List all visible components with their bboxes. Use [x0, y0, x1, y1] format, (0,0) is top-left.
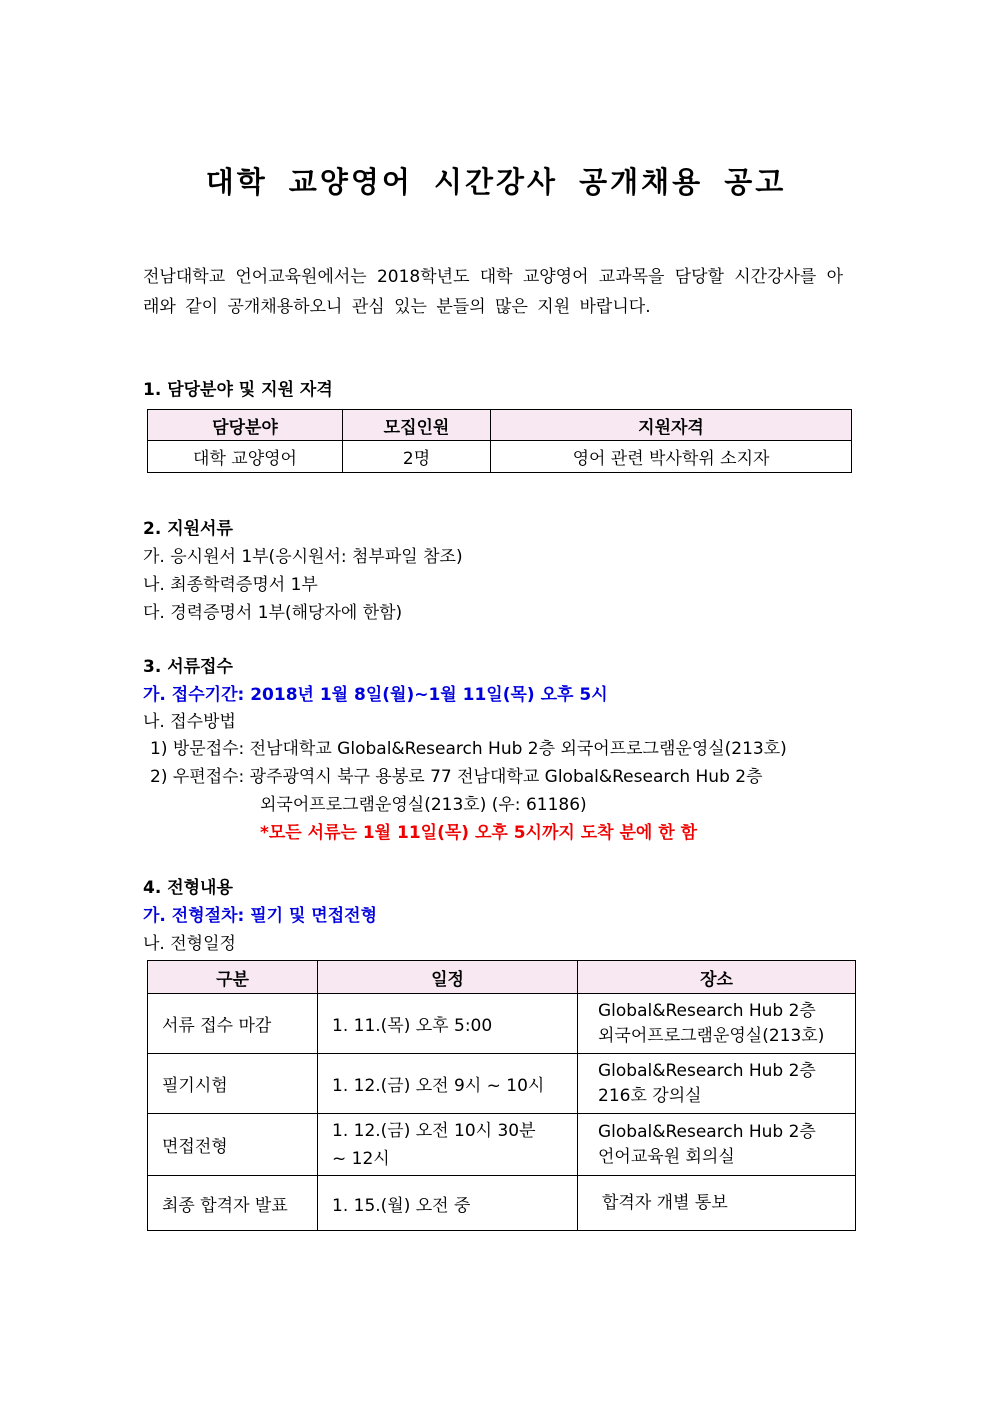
- cell-date: 1. 12.(금) 오전 9시 ~ 10시: [318, 1054, 578, 1114]
- place-line: Global&Research Hub 2층: [598, 1060, 816, 1081]
- cell-place: [578, 994, 856, 1054]
- section1-heading: 1. 담당분야 및 지원 자격: [143, 380, 333, 400]
- cell-category: 최종 합격자 발표: [148, 1176, 318, 1231]
- qualification-table: [147, 409, 852, 473]
- table-row: [148, 994, 856, 1054]
- cell-place: [578, 1114, 856, 1176]
- cell-category: 면접전형: [148, 1114, 318, 1176]
- deadline-note: *모든 서류는 1월 11일(목) 오후 5시까지 도착 분에 한 함: [260, 823, 698, 843]
- place-line: 외국어프로그램운영실(213호): [598, 1025, 825, 1046]
- header-field: 담당분야: [148, 410, 343, 441]
- submission-period: 가. 접수기간: 2018년 1월 8일(월)~1월 11일(목) 오후 5시: [143, 685, 608, 705]
- schedule-table: [147, 960, 856, 1231]
- cell-qualification: 영어 관련 박사학위 소지자: [491, 441, 852, 473]
- intro-paragraph: 전남대학교 언어교육원에서는 2018학년도 대학 교양영어 교과목을 담당할 시간강사를 아래와 같이 공개채용하오니 관심 있는 분들의 많은 지원 바랍니다.: [143, 267, 843, 317]
- table-row: [148, 1054, 856, 1114]
- header-place: 장소: [578, 961, 856, 994]
- cell-count: 2명: [343, 441, 491, 473]
- header-count: 모집인원: [343, 410, 491, 441]
- section2-heading: 2. 지원서류: [143, 519, 233, 539]
- place-line: Global&Research Hub 2층: [598, 1000, 816, 1021]
- place-line: Global&Research Hub 2층: [598, 1121, 816, 1142]
- table-row: [148, 1176, 856, 1231]
- schedule-label: 나. 전형일정: [143, 934, 236, 954]
- cell-category: 서류 접수 마감: [148, 994, 318, 1054]
- section4-heading: 4. 전형내용: [143, 878, 233, 898]
- date-line: 1. 12.(금) 오전 10시 30분: [332, 1120, 536, 1141]
- list-item: 가. 응시원서 1부(응시원서: 첨부파일 참조): [143, 547, 463, 567]
- date-line: ~ 12시: [332, 1148, 390, 1169]
- cell-place: [578, 1054, 856, 1114]
- cell-date: 1. 15.(월) 오전 중: [318, 1176, 578, 1231]
- cell-date: [318, 1114, 578, 1176]
- header-category: 구분: [148, 961, 318, 994]
- list-item: 나. 최종학력증명서 1부: [143, 575, 318, 595]
- cell-place: 합격자 개별 통보: [578, 1176, 856, 1231]
- table-row: [148, 441, 852, 473]
- cell-date: 1. 11.(목) 오후 5:00: [318, 994, 578, 1054]
- cell-field: 대학 교양영어: [148, 441, 343, 473]
- place-line: 언어교육원 회의실: [598, 1146, 735, 1167]
- header-date: 일정: [318, 961, 578, 994]
- submission-method-label: 나. 접수방법: [143, 712, 236, 732]
- visit-submission: 1) 방문접수: 전남대학교 Global&Research Hub 2층 외국어프로그램운영실(213호): [150, 739, 787, 759]
- mail-submission-line1: 2) 우편접수: 광주광역시 북구 용봉로 77 전남대학교 Global&Research Hub 2층: [150, 767, 763, 787]
- table-row: [148, 1114, 856, 1176]
- place-line: 216호 강의실: [598, 1085, 702, 1106]
- header-qualification: 지원자격: [491, 410, 852, 441]
- page-title: 대학 교양영어 시간강사 공개채용 공고: [205, 165, 787, 199]
- mail-submission-line2: 외국어프로그램운영실(213호) (우: 61186): [260, 795, 587, 815]
- selection-procedure: 가. 전형절차: 필기 및 면접전형: [143, 906, 377, 926]
- section3-heading: 3. 서류접수: [143, 657, 233, 677]
- cell-category: 필기시험: [148, 1054, 318, 1114]
- list-item: 다. 경력증명서 1부(해당자에 한함): [143, 603, 403, 623]
